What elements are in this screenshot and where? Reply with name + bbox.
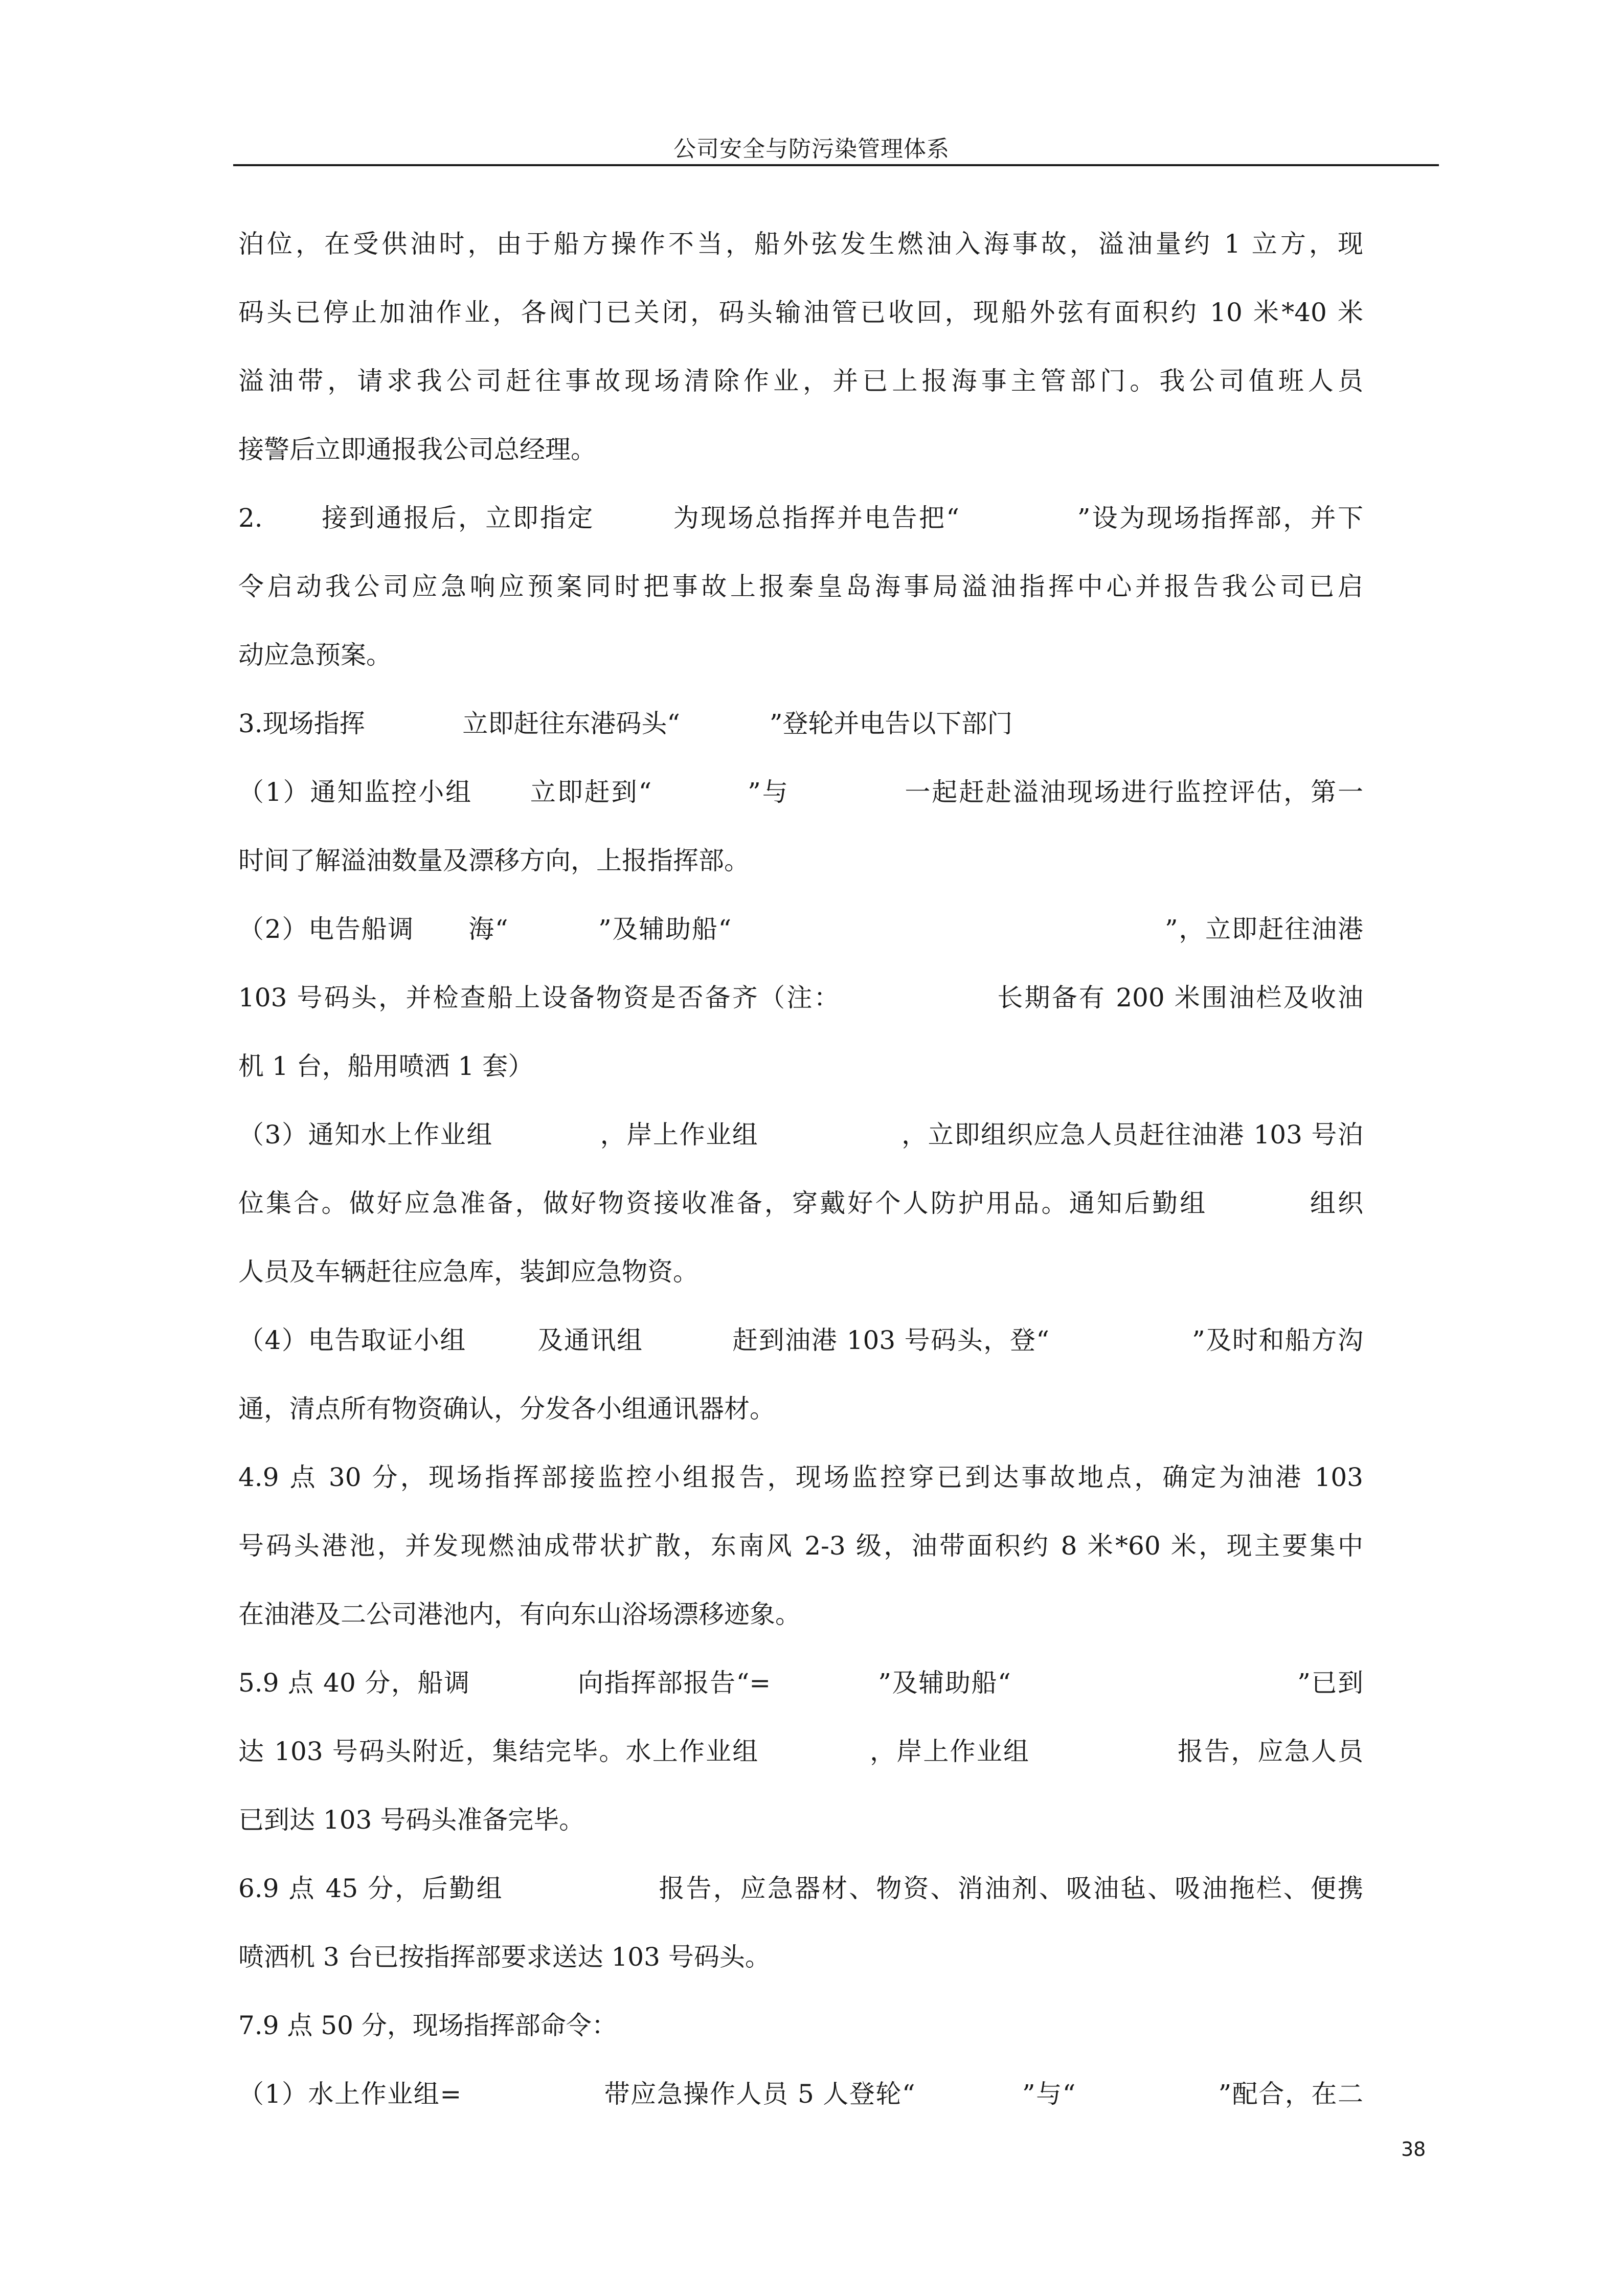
- header-divider: [233, 164, 1439, 166]
- text-line: 令启动我公司应急响应预案同时把事故上报秦皇岛海事局溢油指挥中心并报告我公司已启: [238, 572, 1363, 601]
- text-line: 泊位，在受供油时，由于船方操作不当，船外弦发生燃油入海事故，溢油量约 1 立方，现: [238, 229, 1363, 259]
- text-line: （3）通知水上作业组 ，岸上作业组 ，立即组织应急人员赶往油港 103 号泊: [238, 1120, 1363, 1150]
- text-line: 溢油带，请求我公司赶往事故现场清除作业，并已上报海事主管部门。我公司值班人员: [238, 366, 1363, 396]
- text-line: 位集合。做好应急准备，做好物资接收准备，穿戴好个人防护用品。通知后勤组 组织: [238, 1188, 1363, 1218]
- text-line: 6.9 点 45 分，后勤组 报告，应急器材、物资、消油剂、吸油毡、吸油拖栏、便携: [238, 1874, 1363, 1903]
- text-line: （2）电告船调 海“ ”及辅助船“ ”，立即赶往油港: [238, 914, 1363, 944]
- text-line: 喷洒机 3 台已按指挥部要求送达 103 号码头。: [238, 1942, 771, 1972]
- text-line: （4）电告取证小组 及通讯组 赶到油港 103 号码头，登“ ”及时和船方沟: [238, 1325, 1363, 1355]
- document-body: [238, 210, 1363, 2128]
- text-line: 码头已停止加油作业，各阀门已关闭，码头输油管已收回，现船外弦有面积约 10 米*40 米: [238, 298, 1363, 327]
- text-line: 达 103 号码头附近，集结完毕。水上作业组 ，岸上作业组 报告，应急人员: [238, 1737, 1363, 1766]
- text-line: 人员及车辆赶往应急库，装卸应急物资。: [238, 1257, 698, 1287]
- text-line: 3.现场指挥 立即赶往东港码头“ ”登轮并电告以下部门: [238, 709, 1013, 738]
- text-line: 通，清点所有物资确认，分发各小组通讯器材。: [238, 1394, 775, 1424]
- text-line: 103 号码头，并检查船上设备物资是否备齐（注： 长期备有 200 米围油栏及收油: [238, 983, 1363, 1012]
- text-line: 7.9 点 50 分，现场指挥部命令：: [238, 2011, 617, 2040]
- text-line: 机 1 台，船用喷洒 1 套）: [238, 1051, 534, 1081]
- text-line: （1）通知监控小组 立即赶到“ ”与 一起赶赴溢油现场进行监控评估，第一: [238, 777, 1363, 807]
- text-line: 在油港及二公司港池内，有向东山浴场漂移迹象。: [238, 1600, 801, 1629]
- text-line: 动应急预案。: [238, 640, 392, 670]
- text-line: 2. 接到通报后，立即指定 为现场总指挥并电告把“ ”设为现场指挥部，并下: [238, 503, 1363, 533]
- text-line: 接警后立即通报我公司总经理。: [238, 435, 596, 464]
- text-line: 5.9 点 40 分，船调 向指挥部报告“= ”及辅助船“ ”已到: [238, 1668, 1363, 1698]
- page-header-title: 公司安全与防污染管理体系: [673, 136, 950, 162]
- text-line: （1）水上作业组= 带应急操作人员 5 人登轮“ ”与“ ”配合，在二: [238, 2079, 1363, 2109]
- page-number: 38: [1401, 2138, 1426, 2160]
- text-line: 4.9 点 30 分，现场指挥部接监控小组报告，现场监控穿已到达事故地点，确定为油港 103: [238, 1462, 1363, 1492]
- text-line: 时间了解溢油数量及漂移方向，上报指挥部。: [238, 846, 750, 875]
- text-line: 已到达 103 号码头准备完毕。: [238, 1805, 585, 1835]
- text-line: 号码头港池，并发现燃油成带状扩散，东南风 2-3 级，油带面积约 8 米*60 米，现主要集中: [238, 1531, 1363, 1561]
